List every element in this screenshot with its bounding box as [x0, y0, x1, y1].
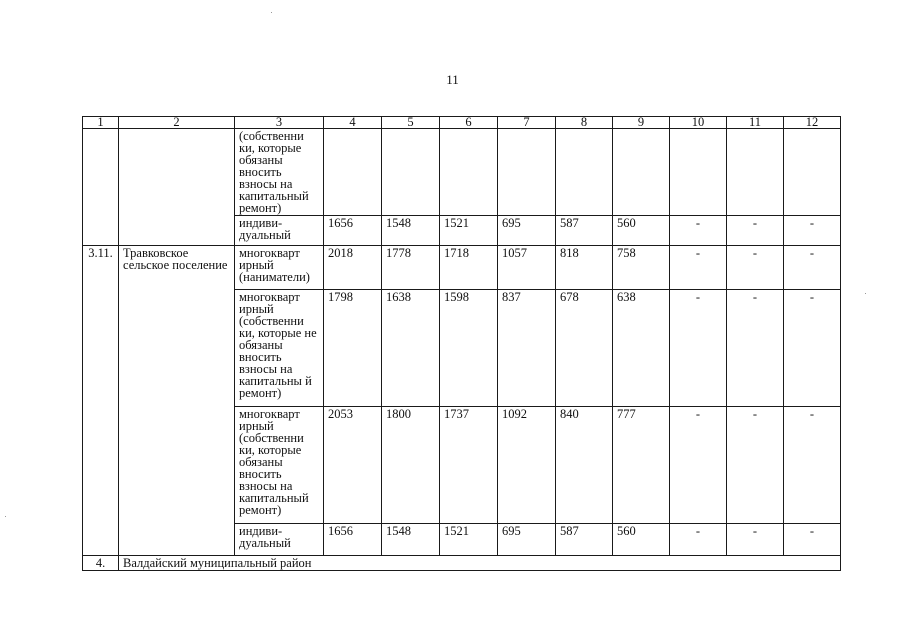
column-header: 12 — [784, 117, 841, 129]
value-cell: 1718 — [440, 246, 498, 290]
value-cell: 777 — [613, 407, 670, 524]
value-cell: 695 — [498, 524, 556, 556]
column-header: 8 — [556, 117, 613, 129]
value-cell: 560 — [613, 524, 670, 556]
value-cell — [727, 129, 784, 216]
value-cell: - — [670, 216, 727, 246]
tariff-table — [82, 116, 841, 571]
value-cell — [382, 129, 440, 216]
value-cell: - — [784, 524, 841, 556]
value-cell — [784, 129, 841, 216]
value-cell: 1656 — [324, 524, 382, 556]
value-cell — [670, 129, 727, 216]
page-number: 11 — [446, 72, 459, 87]
value-cell: 1737 — [440, 407, 498, 524]
value-cell: 1798 — [324, 290, 382, 407]
value-cell: 1092 — [498, 407, 556, 524]
settlement-cell: Травковское сельское поселение — [119, 246, 235, 556]
housing-type-cell: многокварт ирный (собственни ки, которые обязаны вносить взносы на капитальный ремонт) — [235, 407, 324, 524]
value-cell: 2018 — [324, 246, 382, 290]
scan-speck — [5, 516, 6, 517]
value-cell — [556, 129, 613, 216]
value-cell: 560 — [613, 216, 670, 246]
column-header: 1 — [83, 117, 119, 129]
value-cell: - — [727, 290, 784, 407]
value-cell: 1548 — [382, 216, 440, 246]
value-cell: 587 — [556, 524, 613, 556]
column-header: 7 — [498, 117, 556, 129]
header-row — [83, 117, 841, 129]
section-row — [83, 556, 841, 571]
value-cell — [613, 129, 670, 216]
value-cell: 1656 — [324, 216, 382, 246]
column-header: 4 — [324, 117, 382, 129]
value-cell: 1598 — [440, 290, 498, 407]
section-index-cell: 4. — [83, 556, 119, 571]
value-cell: 840 — [556, 407, 613, 524]
value-cell: - — [670, 246, 727, 290]
housing-type-cell: многокварт ирный (наниматели) — [235, 246, 324, 290]
value-cell: 1057 — [498, 246, 556, 290]
value-cell: - — [727, 407, 784, 524]
column-header: 6 — [440, 117, 498, 129]
table-row — [83, 129, 841, 216]
section-title-cell: Валдайский муниципальный район — [119, 556, 841, 571]
column-header: 3 — [235, 117, 324, 129]
row-index-cell — [83, 129, 119, 246]
value-cell: 1548 — [382, 524, 440, 556]
value-cell: - — [727, 216, 784, 246]
housing-type-cell: многокварт ирный (собственни ки, которые не обязаны вносить взносы на капитальны й ремонт) — [235, 290, 324, 407]
scan-speck — [865, 293, 866, 294]
value-cell: - — [670, 407, 727, 524]
column-header: 5 — [382, 117, 440, 129]
value-cell: 1800 — [382, 407, 440, 524]
value-cell: - — [784, 246, 841, 290]
value-cell: 1778 — [382, 246, 440, 290]
value-cell: - — [727, 524, 784, 556]
column-header: 9 — [613, 117, 670, 129]
value-cell — [498, 129, 556, 216]
value-cell: 1638 — [382, 290, 440, 407]
value-cell: 818 — [556, 246, 613, 290]
row-index-cell: 3.11. — [83, 246, 119, 556]
value-cell: 678 — [556, 290, 613, 407]
value-cell: 638 — [613, 290, 670, 407]
table-row — [83, 246, 841, 290]
value-cell: - — [670, 290, 727, 407]
value-cell: 1521 — [440, 524, 498, 556]
housing-type-cell: индиви-дуальный — [235, 216, 324, 246]
column-header: 11 — [727, 117, 784, 129]
value-cell — [324, 129, 382, 216]
housing-type-cell: индиви-дуальный — [235, 524, 324, 556]
value-cell: - — [670, 524, 727, 556]
value-cell: 758 — [613, 246, 670, 290]
value-cell: - — [784, 216, 841, 246]
column-header: 2 — [119, 117, 235, 129]
value-cell: 695 — [498, 216, 556, 246]
settlement-cell — [119, 129, 235, 246]
value-cell: - — [727, 246, 784, 290]
value-cell: - — [784, 407, 841, 524]
value-cell — [440, 129, 498, 216]
value-cell: 2053 — [324, 407, 382, 524]
column-header: 10 — [670, 117, 727, 129]
value-cell: 837 — [498, 290, 556, 407]
housing-type-cell: (собственни ки, которые обязаны вносить взносы на капитальный ремонт) — [235, 129, 324, 216]
value-cell: 1521 — [440, 216, 498, 246]
value-cell: 587 — [556, 216, 613, 246]
value-cell: - — [784, 290, 841, 407]
scan-speck — [271, 12, 272, 13]
